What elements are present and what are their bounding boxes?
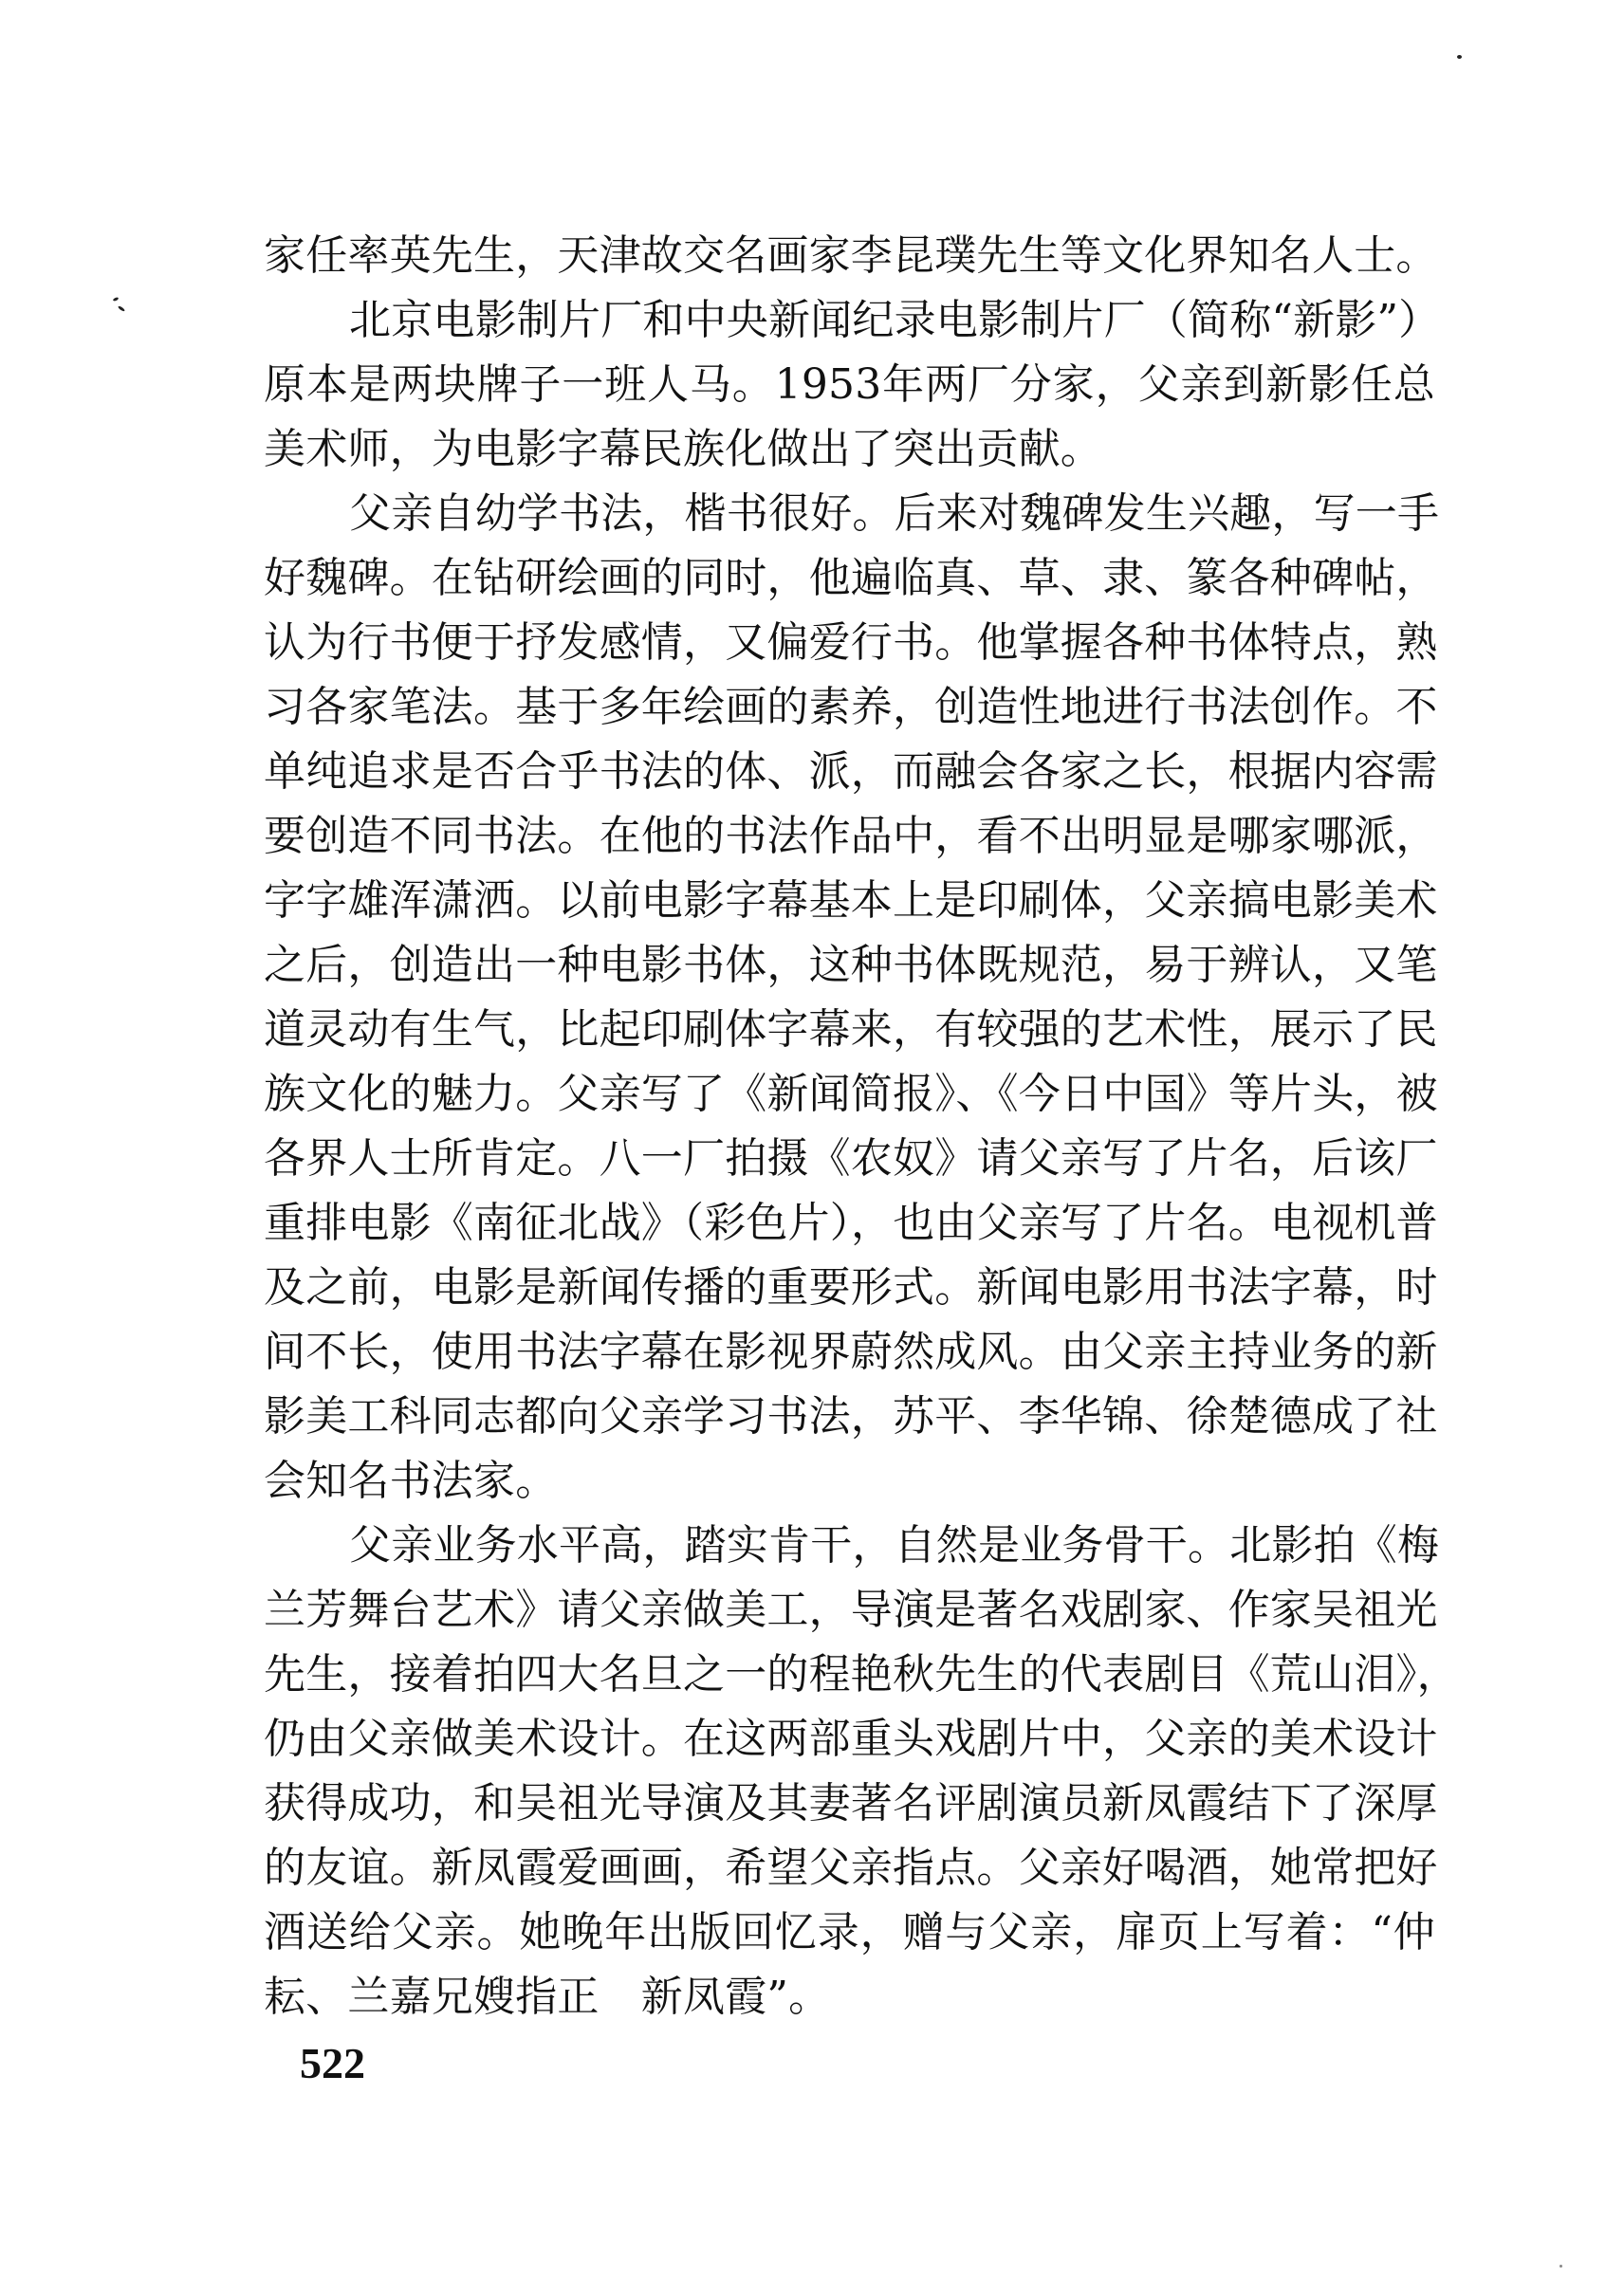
text-line: 兰芳舞台艺术》请父亲做美工，导演是著名戏剧家、作家吴祖光 [264,1586,1438,1634]
text-line: 及之前，电影是新闻传播的重要形式。新闻电影用书法字幕，时 [264,1263,1438,1312]
text-line: 道灵动有生气，比起印刷体字幕来，有较强的艺术性，展示了民 [264,1005,1438,1054]
text-line: 重排电影《南征北战》（彩色片），也由父亲写了片名。电视机普 [264,1199,1438,1247]
paragraph-first-line: 父亲业务水平高，踏实肯干，自然是业务骨干。北影拍《梅 [349,1521,1440,1570]
text-line: 各界人士所肯定。八一厂拍摄《农奴》请父亲写了片名，后该厂 [264,1134,1438,1183]
text-line: 之后，创造出一种电影书体，这种书体既规范，易于辨认，又笔 [264,941,1438,989]
text-line: 仍由父亲做美术设计。在这两部重头戏剧片中，父亲的美术设计 [264,1715,1438,1763]
paragraph-last-line: 美术师，为电影字幕民族化做出了突出贡献。 [264,425,1102,473]
text-line: 要创造不同书法。在他的书法作品中，看不出明显是哪家哪派， [264,812,1438,860]
text-line: 影美工科同志都向父亲学习书法，苏平、李华锦、徐楚德成了社 [264,1392,1438,1441]
paragraph-first-line: 北京电影制片厂和中央新闻纪录电影制片厂（简称“新影”） [349,296,1441,344]
text-line: 的友谊。新凤霞爱画画，希望父亲指点。父亲好喝酒，她常把好 [264,1844,1438,1892]
text-line: 家任率英先生，天津故交名画家李昆璞先生等文化界知名人士。 [264,231,1438,280]
page-number: 522 [300,2039,365,2087]
text-line: 认为行书便于抒发感情，又偏爱行书。他掌握各种书体特点，熟 [264,618,1438,667]
text-line: 单纯追求是否合乎书法的体、派，而融会各家之长，根据内容需 [264,747,1438,796]
text-line: 字字雄浑潇洒。以前电影字幕基本上是印刷体，父亲搞电影美术 [264,876,1438,925]
paragraph-last-line: 会知名书法家。 [264,1457,558,1505]
text-line: 先生，接着拍四大名旦之一的程艳秋先生的代表剧目《荒山泪》， [264,1650,1459,1699]
scan-speck [1457,55,1462,59]
paragraph-first-line: 父亲自幼学书法，楷书很好。后来对魏碑发生兴趣，写一手 [349,489,1440,538]
text-line: 习各家笔法。基于多年绘画的素养，创造性地进行书法创作。不 [264,683,1438,731]
scan-speck [118,305,125,312]
text-line: 酒送给父亲。她晚年出版回忆录，赠与父亲，扉页上写着：“仲 [264,1908,1435,1956]
text-line: 间不长，使用书法字幕在影视界蔚然成风。由父亲主持业务的新 [264,1328,1438,1376]
body-text [264,224,1459,2030]
scan-speck [113,297,120,302]
text-line: 获得成功，和吴祖光导演及其妻著名评剧演员新凤霞结下了深厚 [264,1779,1438,1828]
text-line: 原本是两块牌子一班人马。1953年两厂分家，父亲到新影任总 [264,360,1435,409]
scan-speck [1559,2265,1562,2268]
text-line: 族文化的魅力。父亲写了《新闻简报》、《今日中国》等片头，被 [264,1070,1438,1118]
paragraph-last-line: 耘、兰嘉兄嫂指正 新凤霞”。 [264,1973,831,2021]
text-line: 好魏碑。在钻研绘画的同时，他遍临真、草、隶、篆各种碑帖， [264,554,1438,602]
